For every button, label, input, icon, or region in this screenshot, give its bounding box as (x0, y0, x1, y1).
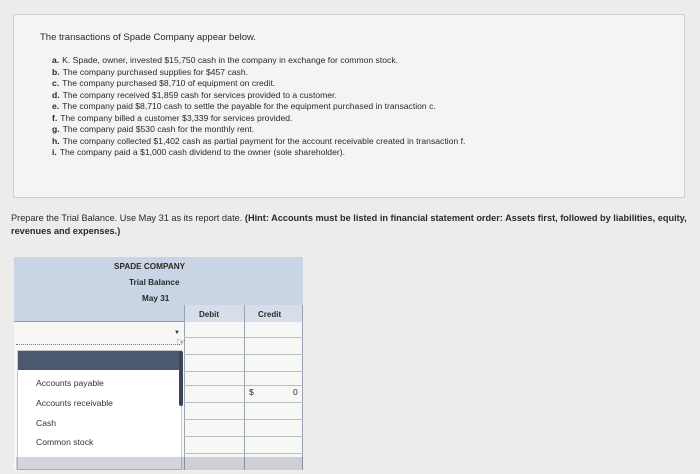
report-date: May 31 (142, 294, 170, 303)
row-divider (184, 371, 303, 372)
trial-balance-table (14, 257, 303, 470)
transaction-item-g: g. The company paid $530 cash for the monthly rent. (52, 124, 255, 134)
transaction-item-d: d. The company received $1,859 cash for services provided to a customer. (52, 89, 337, 100)
transaction-item-b: b. The company purchased supplies for $457 cash. (52, 66, 248, 77)
transactions-title: The transactions of Spade Company appear below. (40, 32, 256, 43)
dropdown-option[interactable]: Accounts payable (36, 378, 104, 388)
instructions-hint: (Hint: Accounts must be listed in financial statement order: Assets first, followed by liabilities, equity, revenues and expenses.) (11, 213, 687, 236)
dropdown-option[interactable]: Accounts receivable (36, 398, 113, 408)
row-divider (184, 436, 303, 437)
credit-value[interactable]: 0 (293, 387, 298, 397)
chevron-down-icon[interactable]: ▼ (174, 330, 180, 336)
statement-title: Trial Balance (129, 278, 180, 287)
account-dropdown-list[interactable] (17, 350, 182, 470)
company-name: SPADE COMPANY (114, 262, 186, 271)
transaction-item-a: a. K. Spade, owner, invested $15,750 cash in the company in exchange for common stock. (52, 55, 399, 65)
row-divider (184, 385, 303, 386)
dropdown-scrollbar[interactable] (179, 351, 183, 406)
transaction-item-f: f. The company billed a customer $3,339 for services provided. (52, 112, 293, 123)
mouse-cursor-icon: ☞ (176, 337, 186, 349)
instructions-lead: Prepare the Trial Balance. Use May 31 as its report date. (11, 213, 243, 223)
row-divider (184, 402, 303, 403)
dropdown-option[interactable]: Cash (36, 418, 57, 428)
transactions-panel (13, 14, 685, 198)
transactions-list (52, 55, 465, 159)
account-dropdown[interactable] (16, 323, 180, 345)
transaction-item-e: e. The company paid $8,710 cash to settle the payable for the equipment purchased in transaction c. (52, 101, 436, 111)
row-divider (184, 354, 303, 355)
currency-symbol: $ (249, 387, 254, 397)
transaction-item-i: i. The company paid a $1,000 cash dividend to the owner (sole shareholder). (52, 147, 345, 157)
row-divider (184, 337, 303, 338)
table-footer-bar (16, 457, 303, 470)
column-divider (184, 305, 185, 470)
dropdown-highlight-row[interactable] (18, 351, 182, 370)
column-divider (302, 305, 303, 470)
row-divider (184, 453, 303, 454)
credit-header: Credit (258, 310, 282, 319)
transaction-item-c: c. The company purchased $8,710 of equipment on credit. (52, 78, 276, 88)
instructions (11, 212, 691, 237)
column-divider (244, 305, 245, 470)
dropdown-option[interactable]: Common stock (36, 437, 94, 447)
debit-header: Debit (199, 310, 219, 319)
transaction-item-h: h. The company collected $1,402 cash as partial payment for the account receivable created in transaction f. (52, 135, 466, 146)
row-divider (184, 419, 303, 420)
